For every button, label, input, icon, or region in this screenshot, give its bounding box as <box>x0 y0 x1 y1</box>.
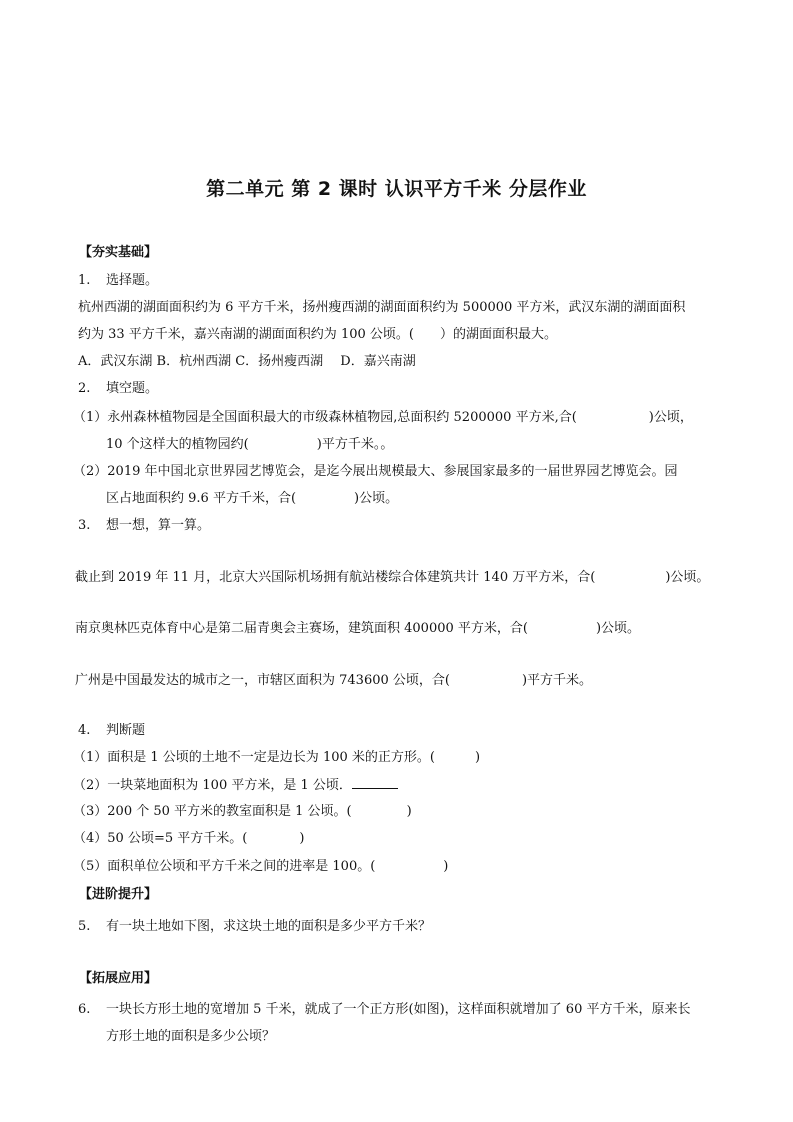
text-before-blank: （1）面积是 1 公顷的土地不一定是边长为 100 米的正方形。( <box>73 750 435 765</box>
item-text: （2）一块菜地面积为 100 平方米，是 1 公顷． <box>73 778 352 793</box>
question-4-item4 <box>73 830 304 848</box>
question-number: 3. <box>78 518 91 533</box>
question-number: 6. <box>78 1002 91 1017</box>
question-6-line2: 方形土地的面积是多少公顷？ <box>106 1029 276 1044</box>
text-before-blank: 10 个这样大的植物园约( <box>106 437 249 452</box>
text-before-blank: （5）面积单位公顷和平方千米之间的进率是 100。( <box>73 859 376 874</box>
text-before-blank: （3）200 个 50 平方米的教室面积是 1 公顷。( <box>73 804 352 819</box>
question-3-part2 <box>75 620 640 638</box>
text-after-blank: )公顷。 <box>665 570 710 585</box>
text-before-blank: （4）50 公顷=5 平方千米。( <box>73 831 248 846</box>
text-after-blank: ) <box>443 859 449 874</box>
question-4-heading <box>78 722 145 740</box>
section-heading-extend: 【拓展应用】 <box>79 971 158 986</box>
question-1-text-line2: 约为 33 平方千米，嘉兴南湖的湖面面积约为 100 公顷。( ）的湖面面积最大。 <box>78 327 557 342</box>
text-after-blank: ) <box>474 750 481 765</box>
text-after-blank: )公顷。 <box>354 491 399 506</box>
question-1-options: A．武汉东湖 B．杭州西湖 C．扬州瘦西湖 D．嘉兴南湖 <box>78 354 416 369</box>
question-1-heading <box>78 272 158 290</box>
question-2-heading <box>78 380 158 398</box>
question-number: 4. <box>78 723 91 738</box>
question-4-item2 <box>73 776 398 795</box>
question-2-sub1-line1 <box>73 409 693 427</box>
question-5 <box>78 918 431 936</box>
question-title: 想一想，算一算。 <box>106 518 211 533</box>
page-title: 第二单元 第 2 课时 认识平方千米 分层作业 <box>206 178 587 200</box>
text-before-blank: 广州是中国最发达的城市之一，市辖区面积为 743600 公顷，合( <box>75 673 450 688</box>
question-title: 判断题 <box>106 723 146 738</box>
question-2-sub2-line2 <box>106 490 398 508</box>
question-number: 2. <box>78 381 91 396</box>
question-title: 填空题。 <box>106 381 159 396</box>
section-heading-basic: 【夯实基础】 <box>79 245 158 260</box>
question-number: 5. <box>78 919 91 934</box>
question-2-sub1-line2 <box>106 436 393 454</box>
text-after-blank: ) <box>299 831 305 846</box>
question-4-item1 <box>73 749 480 767</box>
question-3-heading <box>78 517 210 535</box>
question-6-line1 <box>78 1001 691 1019</box>
question-4-item3 <box>73 803 412 821</box>
question-3-part3 <box>75 672 592 690</box>
text-after-blank: )公顷， <box>648 410 693 425</box>
question-text: 有一块土地如下图，求这块土地的面积是多少平方千米？ <box>106 919 432 934</box>
text-after-blank: )平方千米。 <box>521 673 593 688</box>
question-number: 1. <box>78 273 91 288</box>
question-text: 一块长方形土地的宽增加 5 千米，就成了一个正方形(如图)，这样面积就增加了 60 平方千米，原来长 <box>106 1002 691 1017</box>
question-4-item5 <box>73 858 448 876</box>
section-heading-advanced: 【进阶提升】 <box>79 887 158 902</box>
question-1-text-line1: 杭州西湖的湖面面积约为 6 平方千米，扬州瘦西湖的湖面面积约为 500000 平方米，武汉东湖的湖面面积 <box>78 300 686 315</box>
text-after-blank: )平方千米。。 <box>316 437 394 452</box>
text-before-blank: 截止到 2019 年 11 月，北京大兴国际机场拥有航站楼综合体建筑共计 140 万平方米，合( <box>75 570 596 585</box>
text-before-blank: 区占地面积约 9.6 平方千米，合( <box>106 491 297 506</box>
text-before-blank: 南京奥林匹克体育中心是第二届青奥会主赛场，建筑面积 400000 平方米，合( <box>75 621 528 636</box>
question-title: 选择题。 <box>106 273 159 288</box>
question-2-sub2-line1: （2）2019 年中国北京世界园艺博览会，是迄今展出规模最大、参展国家最多的一届世界园艺博览会。园 <box>73 464 678 479</box>
text-after-blank: ) <box>406 804 412 819</box>
question-3-part1 <box>75 569 709 587</box>
text-before-blank: （1）永州森林植物园是全国面积最大的市级森林植物园,总面积约 5200000 平方米,合( <box>73 410 577 425</box>
text-after-blank: )公顷。 <box>595 621 641 636</box>
answer-underline[interactable] <box>352 776 398 789</box>
